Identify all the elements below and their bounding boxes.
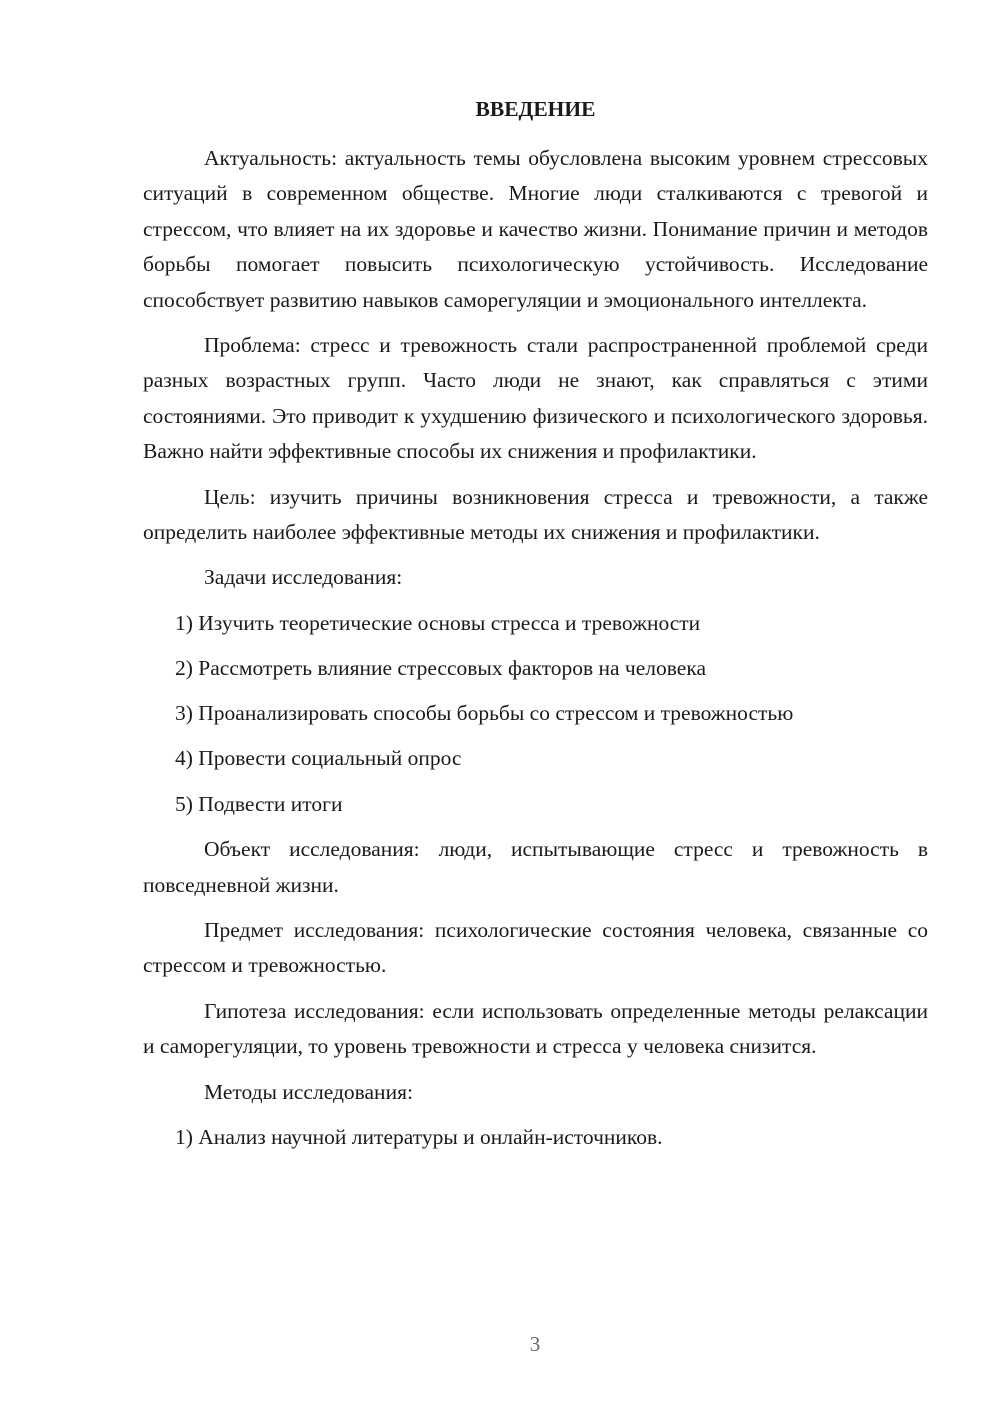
subject-paragraph: Предмет исследования: психологические состояния человека, связанные со стрессом и тревожностью. <box>143 917 928 978</box>
problem-paragraph: Проблема: стресс и тревожность стали распространенной проблемой среди разных возрастных групп. Часто люди не знают, как справляться с этими состояниями. Это приводит к ухудшению физического и психологического здоровья. Важно найти эффективные способы их снижения и профилактики. <box>143 333 928 464</box>
tasks-label: Задачи исследования: <box>204 565 403 590</box>
relevance-paragraph: Актуальность: актуальность темы обусловлена высоким уровнем стрессовых ситуаций в современном обществе. Многие люди сталкиваются с тревогой и стрессом, что влияет на их здоровье и качество жизни. Понимание причин и методов борьбы помогает повысить психологическую устойчивость. Исследование способствует развитию навыков саморегуляции и эмоционального интеллекта. <box>143 146 928 312</box>
document-page <box>143 92 928 1165</box>
task-item: 5) Подвести итоги <box>175 791 343 816</box>
task-item: 2) Рассмотреть влияние стрессовых факторов на человека <box>175 656 706 681</box>
task-item: 3) Проанализировать способы борьбы со стрессом и тревожностью <box>175 701 794 726</box>
object-paragraph: Объект исследования: люди, испытывающие стресс и тревожность в повседневной жизни. <box>143 837 928 897</box>
section-heading: ВВЕДЕНИЕ <box>475 97 596 121</box>
task-item: 1) Изучить теоретические основы стресса и тревожности <box>175 610 701 635</box>
page-number: 3 <box>529 1332 541 1356</box>
goal-paragraph: Цель: изучить причины возникновения стресса и тревожности, а также определить наиболее эффективные методы их снижения и профилактики. <box>143 484 928 545</box>
method-item: 1) Анализ научной литературы и онлайн-источников. <box>175 1124 663 1149</box>
methods-label: Методы исследования: <box>204 1079 413 1104</box>
task-item: 4) Провести социальный опрос <box>175 746 462 771</box>
hypothesis-paragraph: Гипотеза исследования: если использовать определенные методы релаксации и саморегуляции, то уровень тревожности и стресса у человека снизится. <box>143 998 928 1059</box>
methods-list <box>143 1120 928 1155</box>
tasks-list <box>143 606 928 822</box>
